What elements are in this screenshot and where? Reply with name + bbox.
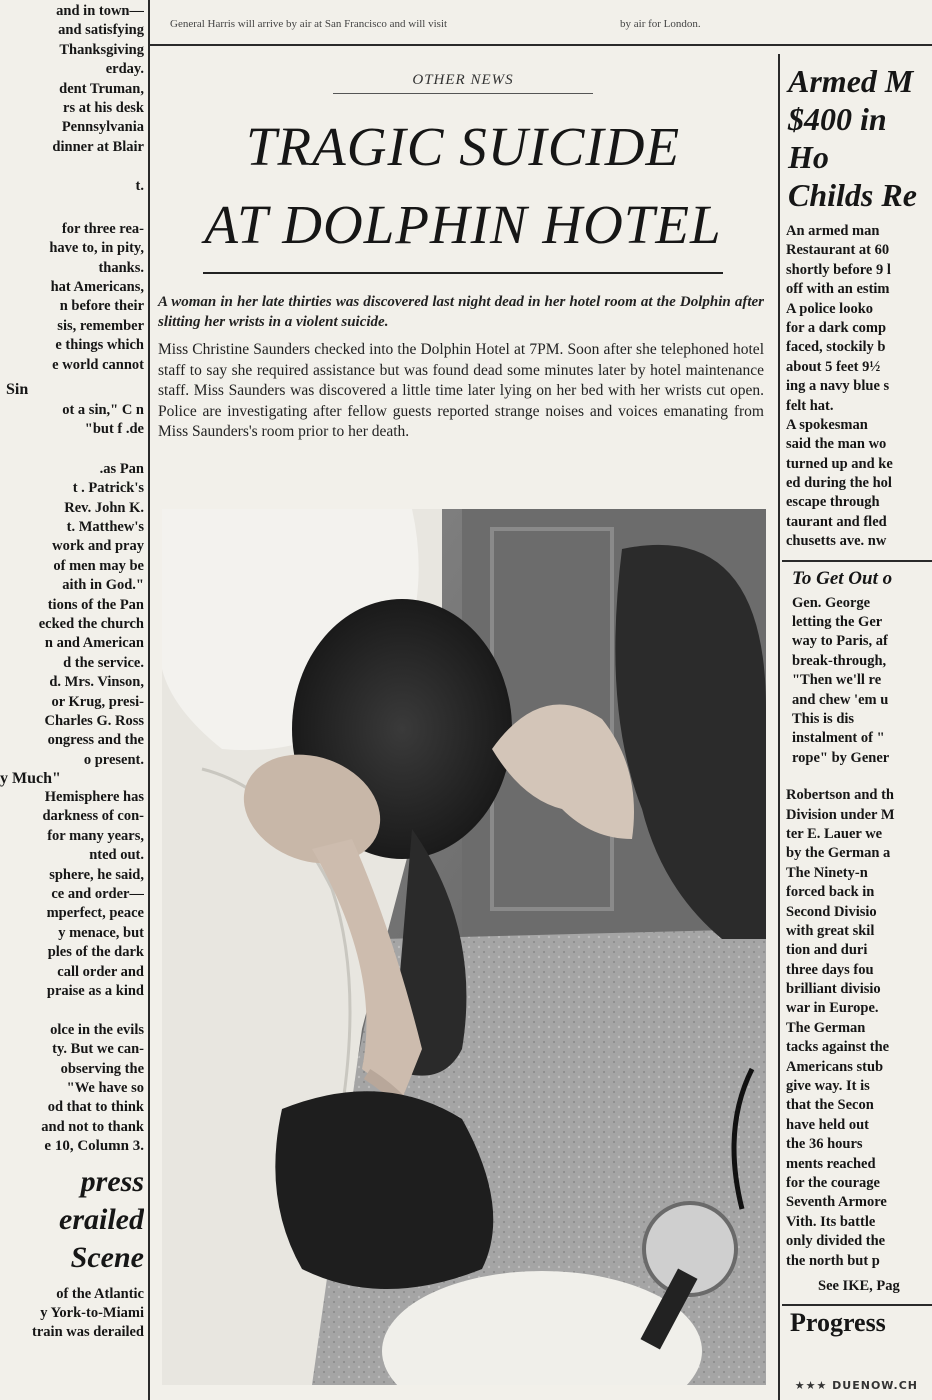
text-line: dent Truman, bbox=[59, 80, 144, 97]
text-line: sphere, he said, bbox=[49, 866, 144, 883]
text-line: aith in God." bbox=[62, 577, 144, 594]
text-line: ples of the dark bbox=[47, 944, 144, 961]
text-line: brilliant divisio bbox=[786, 981, 881, 998]
headline-line-2: AT DOLPHIN HOTEL bbox=[204, 194, 722, 255]
text-line: Division under M bbox=[786, 806, 895, 823]
left-text-block-1 bbox=[0, 2, 144, 196]
text-line: nted out. bbox=[89, 847, 144, 864]
text-line: only divided the bbox=[786, 1233, 886, 1250]
right-text-block-3 bbox=[782, 786, 932, 1271]
text-line: with great skil bbox=[786, 922, 875, 939]
right-column-rule bbox=[778, 54, 780, 1400]
article-body: Miss Christine Saunders checked into the Dolphin Hotel at 7PM. Soon after she telephoned hotel staff to say she required assistance but was found dead some minutes later by hotel maintenance staff. Miss Saunders was discovered a little time later lying on her bed with her wrists cut open. Police are investigating after fellow guests reported strange noises and voices emanating from Miss Saunders's room prior to her death. bbox=[158, 341, 764, 441]
text-line: escape through bbox=[786, 494, 880, 511]
text-line: mperfect, peace bbox=[46, 905, 144, 922]
text-line: train was derailed bbox=[32, 1324, 144, 1341]
big-headline-line: Scene bbox=[70, 1240, 144, 1274]
text-line: Restaurant at 60 bbox=[786, 242, 890, 259]
text-line: the north but p bbox=[786, 1252, 880, 1269]
text-line: praise as a kind bbox=[46, 982, 144, 999]
text-line: off with an estim bbox=[786, 281, 890, 298]
text-line: tion and duri bbox=[786, 942, 868, 959]
text-line: This is dis bbox=[792, 710, 855, 727]
right-text-block-1 bbox=[782, 222, 932, 552]
text-line: Rev. John K. bbox=[64, 499, 144, 516]
right-rule-1 bbox=[782, 560, 932, 562]
right-headline-line: Armed M bbox=[788, 63, 914, 99]
left-jump-line: e 10, Column 3. bbox=[44, 1138, 144, 1155]
text-line: sis, remember bbox=[57, 317, 144, 334]
text-line: break-through, bbox=[792, 652, 887, 669]
photo-illustration bbox=[162, 509, 766, 1385]
text-line: n and American bbox=[44, 635, 144, 652]
text-line: ing a navy blue s bbox=[786, 378, 890, 395]
text-line: hat Americans, bbox=[50, 279, 144, 296]
headline-rule bbox=[203, 272, 723, 274]
text-line: Second Divisio bbox=[786, 903, 877, 920]
right-column bbox=[782, 54, 932, 1400]
text-line: A spokesman bbox=[786, 416, 868, 433]
text-line: ty. But we can- bbox=[52, 1041, 144, 1058]
text-line: observing the bbox=[60, 1060, 144, 1077]
left-subhead-2: y Much" bbox=[0, 770, 61, 788]
text-line: and satisfying bbox=[58, 22, 144, 39]
right-rule-2 bbox=[782, 1304, 932, 1306]
text-line: for many years, bbox=[47, 827, 144, 844]
text-line: rs at his desk bbox=[63, 99, 144, 116]
text-line: Pennsylvania bbox=[61, 119, 144, 136]
text-line: dinner at Blair bbox=[52, 138, 144, 155]
text-line: faced, stockily b bbox=[786, 339, 886, 356]
text-line: ter E. Lauer we bbox=[786, 825, 883, 842]
left-text-block-2 bbox=[0, 220, 144, 375]
text-line: have held out bbox=[786, 1116, 869, 1133]
kicker-rule bbox=[333, 93, 593, 94]
text-line bbox=[0, 157, 144, 176]
right-bottom-headline: Progress bbox=[790, 1308, 886, 1338]
right-headline-line: $400 in Ho bbox=[788, 101, 887, 175]
text-line: that the Secon bbox=[786, 1097, 874, 1114]
text-line: tions of the Pan bbox=[47, 596, 144, 613]
text-line: Robertson and th bbox=[786, 787, 894, 804]
left-text-block-3 bbox=[0, 401, 144, 440]
text-line: have to, in pity, bbox=[49, 240, 144, 257]
text-line: work and pray bbox=[52, 538, 144, 555]
text-line: Vith. Its battle bbox=[786, 1213, 876, 1230]
text-line: of men may be bbox=[53, 557, 144, 574]
text-line: forced back in bbox=[786, 884, 875, 901]
text-line: A police looko bbox=[786, 300, 874, 317]
text-line: chusetts ave. nw bbox=[786, 533, 887, 550]
text-line: t. bbox=[135, 177, 144, 194]
watermark: ★★★ DUENOW.CH bbox=[794, 1379, 918, 1392]
text-line: The German bbox=[786, 1019, 866, 1036]
text-line: by the German a bbox=[786, 845, 891, 862]
left-big-headline bbox=[0, 1163, 144, 1277]
top-strip bbox=[150, 0, 778, 40]
text-line: e things which bbox=[55, 337, 144, 354]
text-line: give way. It is bbox=[786, 1078, 870, 1095]
text-line: An armed man bbox=[786, 223, 880, 239]
text-line: the 36 hours bbox=[786, 1136, 863, 1153]
text-line: or Krug, presi- bbox=[51, 693, 144, 710]
top-rule bbox=[150, 44, 932, 46]
text-line: instalment of " bbox=[792, 730, 885, 747]
text-line: .as Pan bbox=[99, 460, 144, 477]
text-line: and chew 'em u bbox=[792, 691, 889, 708]
text-line: darkness of con- bbox=[42, 808, 144, 825]
right-jump-line: See IKE, Pag bbox=[818, 1277, 900, 1294]
text-line: The Ninety-n bbox=[786, 864, 868, 881]
right-headline-line: Childs Re bbox=[788, 177, 917, 213]
text-line: "but f .de bbox=[84, 421, 144, 438]
text-line: about 5 feet 9½ bbox=[786, 358, 881, 375]
text-line: for a dark comp bbox=[786, 319, 887, 336]
article-photo bbox=[162, 509, 766, 1385]
text-line: Charles G. Ross bbox=[44, 712, 144, 729]
big-headline-line: erailed bbox=[59, 1202, 144, 1236]
text-line: and in town— bbox=[56, 3, 144, 19]
text-line: Seventh Armore bbox=[786, 1194, 887, 1211]
left-text-block-5 bbox=[0, 788, 144, 1137]
text-line: y York-to-Miami bbox=[40, 1304, 144, 1321]
text-line: "We have so bbox=[66, 1079, 144, 1096]
text-line: tacks against the bbox=[786, 1039, 890, 1056]
right-section-head: To Get Out o bbox=[792, 567, 893, 589]
left-text-block-4 bbox=[0, 460, 144, 770]
center-column bbox=[152, 54, 774, 1400]
left-text-block-6 bbox=[0, 1285, 144, 1343]
top-strip-left-text: General Harris will arrive by air at San Francisco and will visit bbox=[170, 18, 448, 30]
text-line: letting the Ger bbox=[792, 614, 883, 631]
text-line: thanks. bbox=[98, 259, 144, 276]
text-line: call order and bbox=[57, 963, 144, 980]
text-line: t . Patrick's bbox=[72, 480, 144, 497]
text-line: t. Matthew's bbox=[66, 518, 144, 535]
left-column-rule bbox=[148, 0, 150, 1400]
text-line: way to Paris, af bbox=[792, 633, 888, 650]
text-line: Thanksgiving bbox=[59, 41, 144, 58]
text-line: y menace, but bbox=[58, 924, 144, 941]
text-line: od that to think bbox=[47, 1099, 144, 1116]
right-headline bbox=[788, 62, 932, 214]
text-line: olce in the evils bbox=[50, 1021, 144, 1038]
text-line: for three rea- bbox=[61, 220, 144, 237]
text-line bbox=[0, 1001, 144, 1020]
text-line: n before their bbox=[59, 298, 144, 315]
text-line: war in Europe. bbox=[786, 1000, 879, 1017]
text-line: Gen. George bbox=[792, 594, 871, 611]
text-line: ongress and the bbox=[47, 732, 144, 749]
text-line: "Then we'll re bbox=[792, 672, 882, 689]
text-line: d. Mrs. Vinson, bbox=[49, 674, 144, 691]
text-line: ce and order— bbox=[51, 886, 144, 903]
text-line: turned up and ke bbox=[786, 455, 893, 472]
text-line: ecked the church bbox=[38, 615, 144, 632]
text-line: felt hat. bbox=[786, 397, 834, 414]
text-line: taurant and fled bbox=[786, 513, 887, 530]
text-line: d the service. bbox=[63, 654, 144, 671]
text-line: three days fou bbox=[786, 961, 874, 978]
text-line: ot a sin," C n bbox=[62, 402, 144, 419]
kicker-label: OTHER NEWS bbox=[412, 72, 514, 88]
text-line: e world cannot bbox=[52, 356, 144, 373]
dark-stain bbox=[275, 1091, 493, 1289]
article-deck: A woman in her late thirties was discovered last night dead in her hotel room at the Dolphin after slitting her wrists in a violent suicide. bbox=[158, 294, 764, 330]
left-column bbox=[0, 0, 144, 1400]
text-line: o present. bbox=[83, 751, 144, 768]
text-line: and not to thank bbox=[41, 1118, 144, 1135]
text-line: rope" by Gener bbox=[792, 749, 890, 766]
text-line: Hemisphere has bbox=[44, 789, 144, 806]
text-line: Americans stub bbox=[786, 1058, 884, 1075]
main-headline bbox=[152, 108, 774, 264]
top-strip-right-text: by air for London. bbox=[620, 18, 701, 30]
text-line: said the man wo bbox=[786, 436, 887, 453]
text-line: of the Atlantic bbox=[56, 1285, 144, 1302]
text-line: shortly before 9 l bbox=[786, 261, 891, 278]
text-line: for the courage bbox=[786, 1174, 880, 1191]
big-headline-line: press bbox=[80, 1164, 144, 1198]
text-line: ments reached bbox=[786, 1155, 876, 1172]
text-line: erday. bbox=[105, 61, 144, 78]
left-subhead-1: Sin bbox=[6, 381, 29, 399]
text-line: ed during the hol bbox=[786, 475, 892, 492]
right-text-block-2 bbox=[782, 594, 932, 769]
headline-line-1: TRAGIC SUICIDE bbox=[245, 116, 681, 177]
